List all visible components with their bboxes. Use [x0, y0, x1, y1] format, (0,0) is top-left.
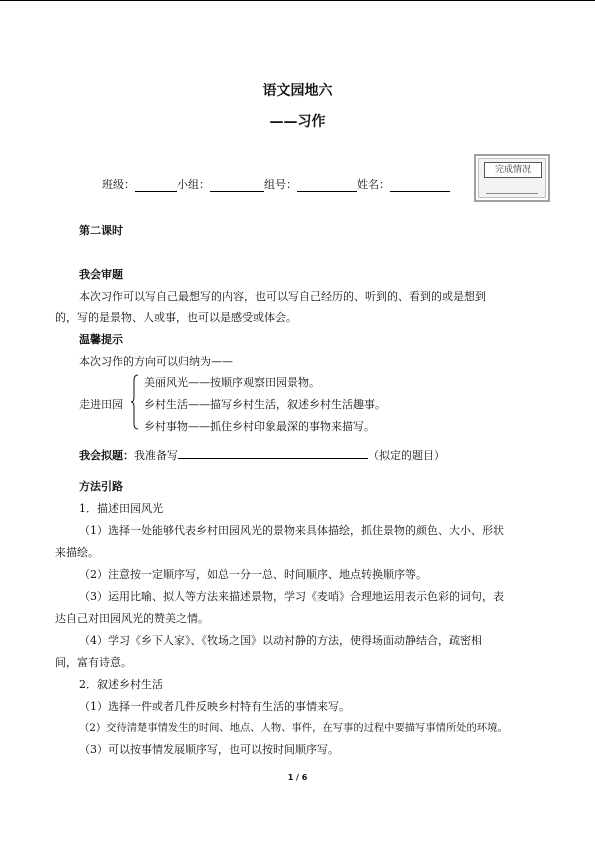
review-text-line1: 本次习作可以写自己最想写的内容，也可以写自己经历的、听到的、看到的或是想到 — [79, 290, 486, 303]
title-draft-suffix: （拟定的题目） — [368, 449, 445, 462]
page-number: 1 / 6 — [287, 773, 308, 782]
group-label: 小组： — [177, 178, 210, 191]
method-paragraph: （1）选择一件或者几件反映乡村特有生活的事情来写。 — [79, 700, 350, 713]
method-subheading: 1．描述田园风光 — [79, 502, 163, 515]
method-paragraph: （2）交待清楚事情发生的时间、地点、人物、事件，在写事的过程中要描写事情所处的环境。 — [79, 722, 508, 734]
group-no-field[interactable] — [297, 179, 357, 192]
tips-intro: 本次习作的方向可以归纳为—— — [79, 355, 233, 368]
method-paragraph: （1）选择一处能够代表乡村田园风光的景物来具体描绘，抓住景物的颜色、大小、形状 — [79, 524, 504, 537]
title-draft-prompt: 我准备写 — [134, 449, 178, 462]
section-heading-method: 方法引路 — [79, 480, 123, 493]
tips-item: 美丽风光——按顺序观察田园景物。 — [144, 376, 320, 389]
tips-group-label: 走进田园 — [79, 398, 123, 411]
title-draft-field[interactable] — [178, 446, 368, 459]
top-rule — [0, 0, 595, 1]
class-label: 班级： — [102, 178, 135, 191]
method-paragraph: 来描绘。 — [55, 546, 99, 559]
title-draft-row — [79, 446, 445, 463]
page-subtitle: ——习作 — [269, 114, 326, 130]
student-info-row — [102, 176, 450, 192]
section-heading-title: 我会拟题： — [79, 449, 134, 462]
method-subheading: 2．叙述乡村生活 — [79, 678, 163, 691]
tips-item: 乡村事物——抓住乡村印象最深的事物来描写。 — [144, 420, 375, 433]
method-paragraph: 达自己对田园风光的赞美之情。 — [55, 612, 209, 625]
name-field[interactable] — [390, 179, 450, 192]
completion-stamp — [474, 154, 550, 202]
class-field[interactable] — [135, 179, 177, 192]
stamp-line — [486, 193, 538, 194]
group-field[interactable] — [210, 179, 264, 192]
review-text-line2: 的，写的是景物、人或事，也可以是感受或体会。 — [55, 311, 297, 324]
section-heading-tips: 温馨提示 — [79, 333, 123, 346]
tips-item: 乡村生活——描写乡村生活，叙述乡村生活趣事。 — [144, 398, 386, 411]
page-title: 语文园地六 — [262, 83, 333, 99]
method-paragraph: （3）可以按事情发展顺序写，也可以按时间顺序写。 — [79, 743, 339, 756]
section-heading-review: 我会审题 — [79, 268, 123, 281]
brace-icon — [130, 374, 140, 430]
lesson-label: 第二课时 — [79, 224, 123, 237]
method-paragraph: 间，富有诗意。 — [55, 656, 132, 669]
completion-stamp-label: 完成情况 — [484, 162, 542, 178]
name-label: 姓名： — [357, 178, 390, 191]
method-paragraph: （2）注意按一定顺序写，如总一分一总、时间顺序、地点转换顺序等。 — [79, 568, 427, 581]
method-paragraph: （3）运用比喻、拟人等方法来描述景物，学习《麦哨》合理地运用表示色彩的词句，表 — [79, 590, 504, 603]
method-paragraph: （4）学习《乡下人家》、《牧场之国》以动衬静的方法，使得场面动静结合，疏密相 — [79, 634, 482, 647]
group-no-label: 组号： — [264, 178, 297, 191]
